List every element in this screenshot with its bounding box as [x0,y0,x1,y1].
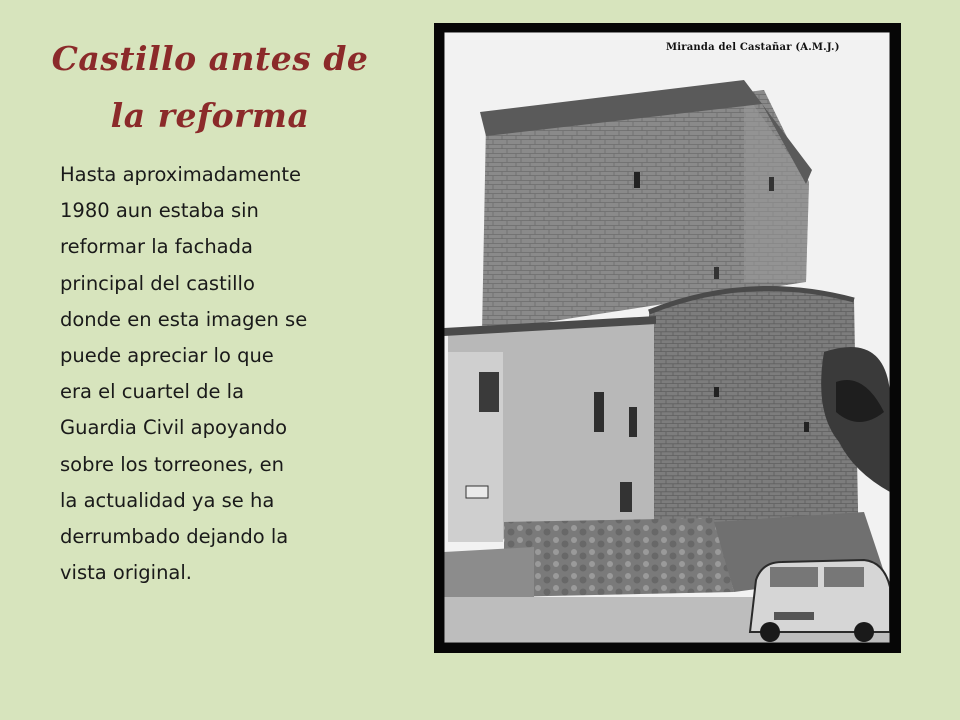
body-paragraph [60,157,370,591]
photo-caption: Miranda del Castañar (A.M.J.) [666,42,840,53]
castle-photo-illustration [444,32,890,643]
body-line: sobre los torreones, en [60,452,284,476]
slide-title [40,30,380,144]
body-line: donde en esta imagen se [60,307,308,331]
slide-title-line-2: la reforma [110,96,310,135]
body-line: vista original. [60,561,192,585]
photo-frame [434,23,901,653]
body-line: Guardia Civil apoyando [60,416,288,440]
body-line: 1980 aun estaba sin [60,199,259,223]
body-line: derrumbado dejando la [60,525,289,549]
body-line: reformar la fachada [60,235,253,259]
body-line: puede apreciar lo que [60,344,274,368]
body-line: la actualidad ya se ha [60,488,275,512]
castle-photo [444,32,890,643]
slide-title-line-1: Castillo antes de [51,39,369,78]
body-line: era el cuartel de la [60,380,245,404]
body-line: principal del castillo [60,271,255,295]
body-line: Hasta aproximadamente [60,163,302,186]
